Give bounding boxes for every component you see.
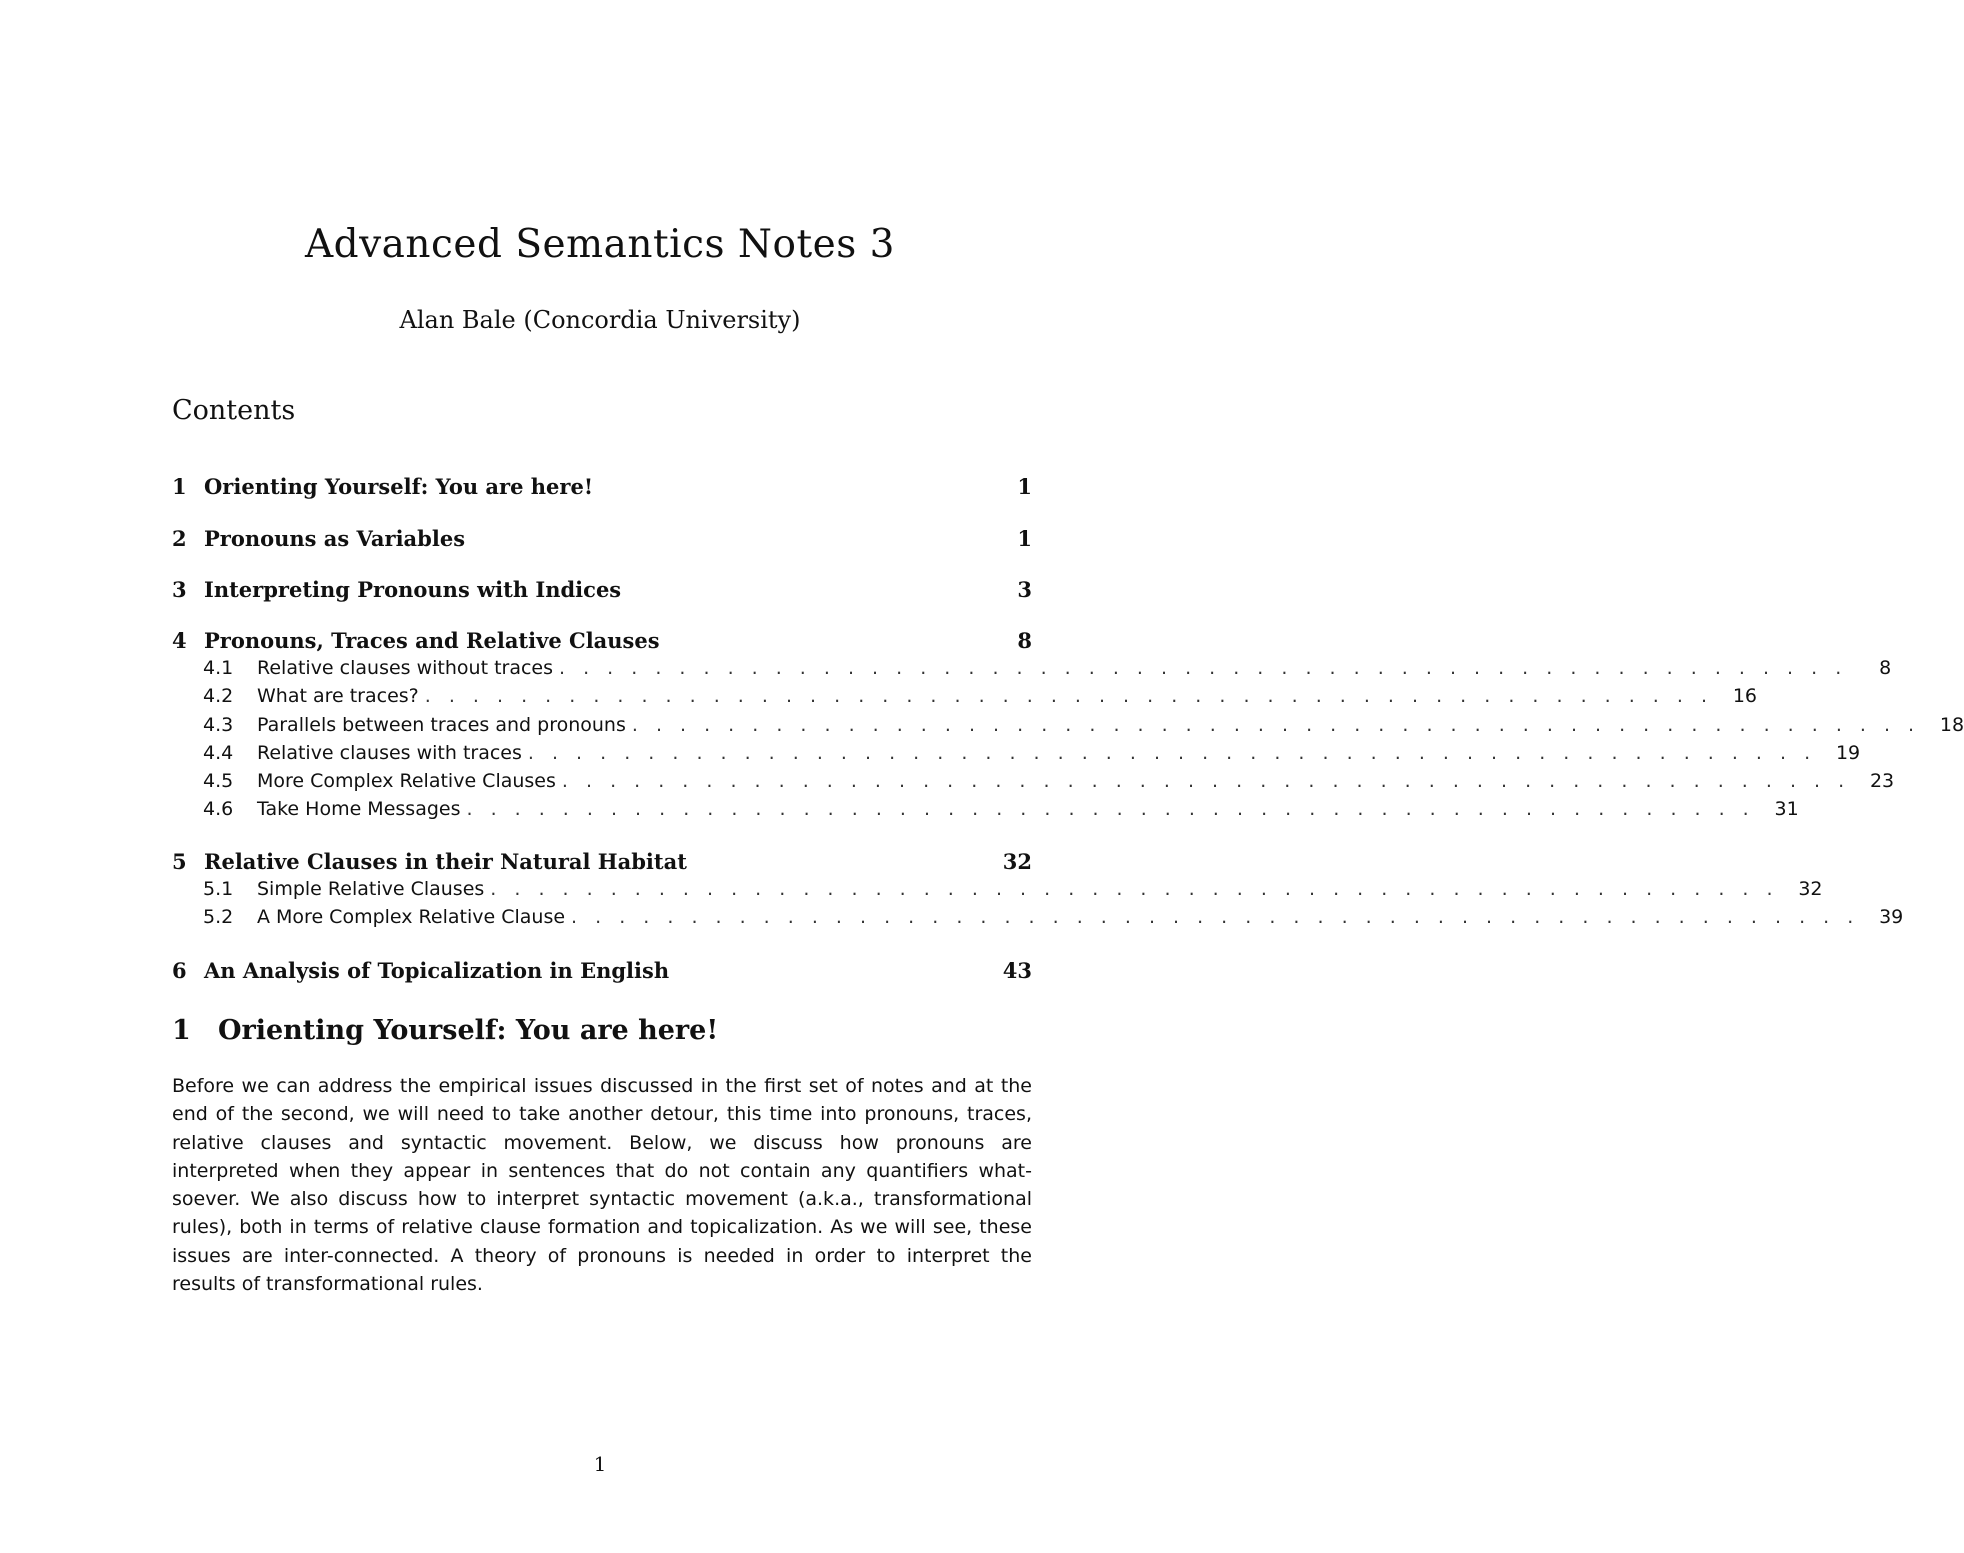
toc-subsection-page: 32 (1798, 878, 1823, 900)
toc-dot-leader: . . . . . . . . . . . . . . . . . . . . . . . . . . . . . . . . . . . . . . . . . . . . . . . . . . . . . . (466, 798, 1755, 820)
toc-subsection-page: 18 (1939, 714, 1964, 736)
toc-subsection-number: 4.6 (203, 798, 234, 820)
toc-section-4[interactable] (172, 628, 1032, 658)
toc-subsection-5-1[interactable] (203, 878, 1823, 906)
toc-subsection-4-3[interactable] (203, 714, 1964, 742)
toc-subsection-page: 8 (1879, 657, 1892, 679)
contents-heading: Contents (172, 395, 296, 426)
toc-section-number: 4 (172, 628, 187, 653)
toc-dot-leader: . . . . . . . . . . . . . . . . . . . . . . . . . . . . . . . . . . . . . . . . . . . . . . . . . . . . . . (490, 878, 1779, 900)
page-number: 1 (593, 1452, 607, 1476)
toc-section-number: 3 (172, 577, 187, 602)
toc-subsection-5-2[interactable] (203, 906, 1904, 934)
toc-subsection-number: 4.5 (203, 770, 234, 792)
section-body-paragraph: Before we can address the empirical issues discussed in the first set of notes and at the end of the second, we will need to take another detour, this time into pronouns, traces, relative clauses and syntactic movement. Below, we discuss how pronouns are interpreted when they appear in sentences that do not contain any quantifiers what-soever. We also discuss how to interpret syntactic movement (a.k.a., transformational rules), both in terms of relative clause formation and topicalization. As we will see, these issues are inter-connected. A theory of pronouns is needed in order to interpret the results of transformational rules. (172, 1075, 1032, 1296)
toc-subsection-page: 39 (1879, 906, 1904, 928)
toc-dot-leader: . . . . . . . . . . . . . . . . . . . . . . . . . . . . . . . . . . . . . . . . . . . . . . . . . . . . . . (571, 906, 1860, 928)
toc-section-page: 1 (1017, 526, 1032, 551)
toc-section-label: Pronouns, Traces and Relative Clauses (204, 628, 660, 653)
section-number: 1 (172, 1015, 191, 1046)
toc-subsection-4-5[interactable] (203, 770, 1895, 798)
toc-subsection-4-1[interactable] (203, 657, 1892, 685)
toc-section-page: 43 (1002, 958, 1032, 983)
toc-section-1[interactable] (172, 474, 1032, 504)
toc-section-page: 32 (1002, 849, 1032, 874)
toc-subsection-number: 5.1 (203, 878, 234, 900)
document-author: Alan Bale (Concordia University) (399, 306, 801, 334)
toc-subsection-number: 4.2 (203, 685, 234, 707)
toc-section-label: Relative Clauses in their Natural Habitat (204, 849, 687, 874)
toc-dot-leader: . . . . . . . . . . . . . . . . . . . . . . . . . . . . . . . . . . . . . . . . . . . . . . . . . . . . . . (561, 770, 1851, 792)
toc-subsection-label: Take Home Messages (257, 798, 466, 820)
toc-section-label: An Analysis of Topicalization in English (204, 958, 670, 983)
toc-section-number: 2 (172, 526, 187, 551)
toc-section-5[interactable] (172, 849, 1032, 879)
toc-section-3[interactable] (172, 577, 1032, 607)
toc-subsection-label: Relative clauses without traces (257, 657, 559, 679)
toc-subsection-label: A More Complex Relative Clause (257, 906, 571, 928)
toc-subsection-4-2[interactable] (203, 685, 1757, 713)
toc-subsection-page: 31 (1774, 798, 1799, 820)
document-title: Advanced Semantics Notes 3 (305, 222, 895, 267)
toc-subsection-number: 4.1 (203, 657, 234, 679)
toc-subsection-page: 19 (1835, 742, 1861, 764)
toc-subsection-label: Parallels between traces and pronouns (257, 714, 632, 736)
toc-subsection-label: What are traces? (257, 685, 425, 707)
toc-section-number: 1 (172, 474, 187, 499)
toc-subsection-number: 4.3 (203, 714, 234, 736)
toc-section-page: 8 (1017, 628, 1032, 653)
toc-section-number: 5 (172, 849, 187, 874)
toc-subsection-label: Simple Relative Clauses (257, 878, 490, 900)
toc-dot-leader: . . . . . . . . . . . . . . . . . . . . . . . . . . . . . . . . . . . . . . . . . . . . . . . . . . . . . . (527, 742, 1817, 764)
toc-subsection-page: 23 (1869, 770, 1895, 792)
toc-subsection-label: More Complex Relative Clauses (257, 770, 562, 792)
toc-dot-leader: . . . . . . . . . . . . . . . . . . . . . . . . . . . . . . . . . . . . . . . . . . . . . . . . . . . . . . (559, 657, 1848, 679)
toc-subsection-number: 5.2 (203, 906, 234, 928)
toc-section-2[interactable] (172, 526, 1032, 556)
toc-subsection-4-4[interactable] (203, 742, 1861, 770)
toc-dot-leader: . . . . . . . . . . . . . . . . . . . . . . . . . . . . . . . . . . . . . . . . . . . . . . . . . . . . . . (631, 714, 1921, 736)
toc-section-label: Interpreting Pronouns with Indices (204, 577, 622, 602)
toc-subsection-4-6[interactable] (203, 798, 1799, 826)
toc-section-page: 3 (1017, 577, 1032, 602)
toc-subsection-number: 4.4 (203, 742, 234, 764)
toc-section-label: Pronouns as Variables (204, 526, 466, 551)
toc-section-page: 1 (1017, 474, 1032, 499)
toc-subsection-label: Relative clauses with traces (257, 742, 528, 764)
section-title: Orienting Yourself: You are here! (218, 1015, 719, 1046)
section-heading (172, 1015, 718, 1046)
toc-section-6[interactable] (172, 958, 1032, 988)
toc-subsection-page: 16 (1732, 685, 1757, 707)
toc-dot-leader: . . . . . . . . . . . . . . . . . . . . . . . . . . . . . . . . . . . . . . . . . . . . . . . . . . . . . . (424, 685, 1713, 707)
toc-section-label: Orienting Yourself: You are here! (204, 474, 594, 499)
toc-section-number: 6 (172, 958, 187, 983)
